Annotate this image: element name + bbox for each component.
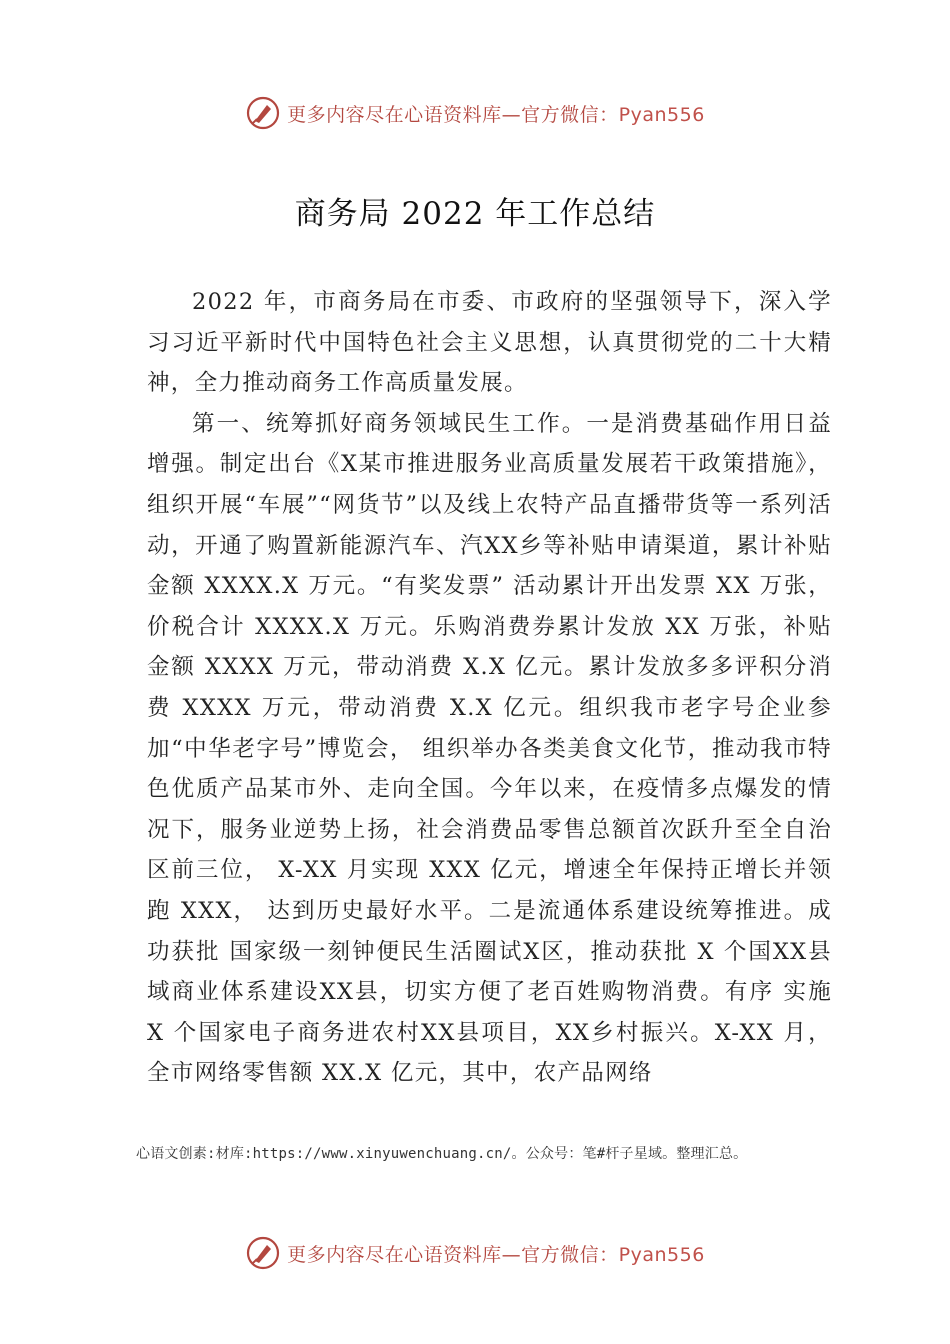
footer-banner [0,1233,950,1273]
banner-text: 更多内容尽在心语资料库—官方微信： [287,103,619,126]
source-note: 心语文创素:材库:https://www.xinyuwenchuang.cn/。公众号：笔#杆子星域。整理汇总。 [136,1146,748,1162]
banner-wechat-id: Pyan556 [618,1243,705,1266]
banner-wechat-id: Pyan556 [618,103,705,126]
paragraph: 2022 年，市商务局在市委、市政府的坚强领导下，深入学习习近平新时代中国特色社会主义思想，认真贯彻党的二十大精神，全力推动商务工作高质量发展。 [147,289,832,397]
document-body [147,282,832,1094]
pen-nib-logo-icon [245,1235,281,1271]
banner-text: 更多内容尽在心语资料库—官方微信： [287,1243,619,1266]
paragraph: 第一、统筹抓好商务领域民生工作。一是消费基础作用日益增强。制定出台《X某市推进服务业高质量发展若干政策措施》，组织开展“车展”“网货节”以及线上农特产品直播带货等一系列活动，开通了购置新能源汽车、汽XX乡等补贴申请渠道，累计补贴金额 XXXX.X 万元。“有奖发票” 活动累计开出发票 XX 万张，价税合计 XXXX.X 万元。乐购消费券累计发放 XX 万张，补贴金额 XXXX 万元，带动消费 X.X 亿元。累计发放多多评积分消费 XXXX 万元，带动消费 X.X 亿元。组织我市老字号企业参加“中华老字号”博览会， 组织举办各类美食文化节，推动我市特色优质产品某市外、走向全国。今年以来，在疫情多点爆发的情况下，服务业逆势上扬，社会消费品零售总额首次跃升至全自治区前三位， X-XX 月实现 XXX 亿元，增速全年保持正增长并领跑 XXX， 达到历史最好水平。二是流通体系建设统筹推进。成功获批 国家级一刻钟便民生活圈试X区，推动获批 X 个国XX县域商业体系建设XX县，切实方便了老百姓购物消费。有序 实施 X 个国家电子商务进农村XX县项目，XX乡村振兴。X-XX 月，全市网络零售额 XX.X 亿元，其中，农产品网络 [147,410,832,1087]
header-banner [0,93,950,133]
document-title: 商务局 2022 年工作总结 [294,196,656,232]
pen-nib-logo-icon [245,95,281,131]
